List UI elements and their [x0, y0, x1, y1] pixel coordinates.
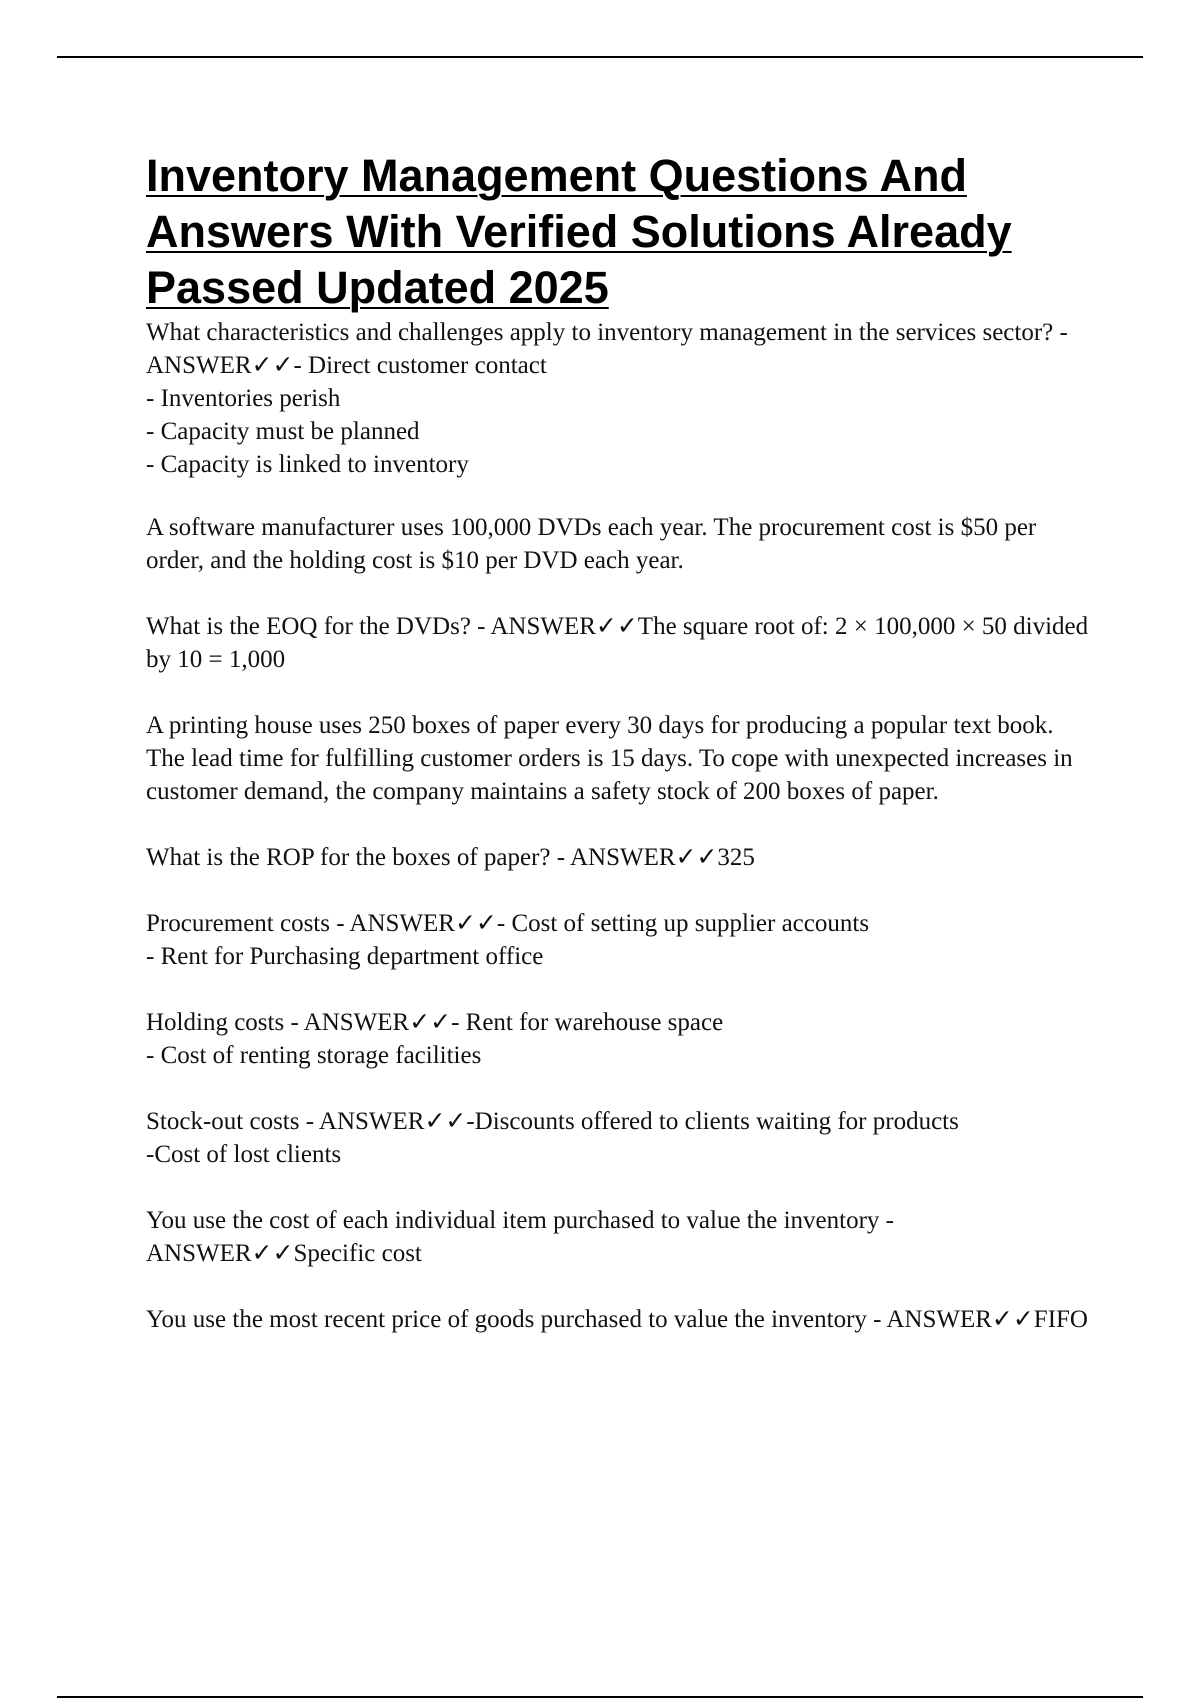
bottom-rule: [57, 1696, 1143, 1698]
qa-entry-holding-costs: [146, 1006, 1096, 1072]
top-rule: [57, 56, 1143, 58]
qa-entry-specific-cost: [146, 1204, 1096, 1270]
entry-line: A software manufacturer uses 100,000 DVDs each year. The procurement cost is $50 per order, and the holding cost is $10 per DVD each year.: [146, 514, 1037, 574]
spacer: [146, 1270, 1096, 1303]
spacer: [146, 577, 1096, 610]
spacer: [146, 481, 1096, 511]
document-title: Inventory Management Questions And Answers With Verified Solutions Already Passed Updated 2025: [146, 150, 1012, 313]
spacer: [146, 808, 1096, 841]
entry-line: You use the most recent price of goods purchased to value the inventory - ANSWER✓✓FIFO: [146, 1306, 1088, 1333]
spacer: [146, 676, 1096, 709]
entry-line: You use the cost of each individual item purchased to value the inventory - ANSWER✓✓Specific cost: [146, 1207, 894, 1267]
qa-entry-printing-house: [146, 709, 1096, 808]
entry-line: Procurement costs - ANSWER✓✓- Cost of setting up supplier accounts: [146, 910, 870, 937]
qa-entry-fifo: [146, 1303, 1096, 1336]
entry-line: - Rent for Purchasing department office: [146, 943, 544, 970]
qa-entry-software-manufacturer: [146, 511, 1096, 577]
qa-entry-rop: [146, 841, 1096, 874]
entry-line: What characteristics and challenges apply to inventory management in the services sector? - ANSWER✓✓- Direct customer contact: [146, 319, 1068, 379]
spacer: [146, 1072, 1096, 1105]
spacer: [146, 973, 1096, 1006]
entry-line: A printing house uses 250 boxes of paper every 30 days for producing a popular text book. The lead time for fulfilling customer orders is 15 days. To cope with unexpected increases in customer demand, the company maintains a safety stock of 200 boxes of paper.: [146, 712, 1073, 805]
qa-entry-eoq: [146, 610, 1096, 676]
entry-line: - Inventories perish: [146, 385, 341, 412]
entry-line: Stock-out costs - ANSWER✓✓-Discounts offered to clients waiting for products: [146, 1108, 959, 1135]
entry-line: - Capacity must be planned: [146, 418, 420, 445]
document-content: [146, 148, 1096, 1336]
entry-line: - Capacity is linked to inventory: [146, 451, 469, 478]
qa-list: [146, 316, 1096, 1336]
spacer: [146, 1171, 1096, 1204]
entry-line: - Cost of renting storage facilities: [146, 1042, 482, 1069]
spacer: [146, 874, 1096, 907]
entry-line: -Cost of lost clients: [146, 1141, 342, 1168]
entry-line: Holding costs - ANSWER✓✓- Rent for warehouse space: [146, 1009, 724, 1036]
qa-entry-procurement-costs: [146, 907, 1096, 973]
qa-entry-stock-out-costs: [146, 1105, 1096, 1171]
entry-line: What is the ROP for the boxes of paper? - ANSWER✓✓325: [146, 844, 755, 871]
entry-line: What is the EOQ for the DVDs? - ANSWER✓✓The square root of: 2 × 100,000 × 50 divided by 10 = 1,000: [146, 613, 1089, 673]
qa-entry-services-sector: [146, 316, 1096, 481]
